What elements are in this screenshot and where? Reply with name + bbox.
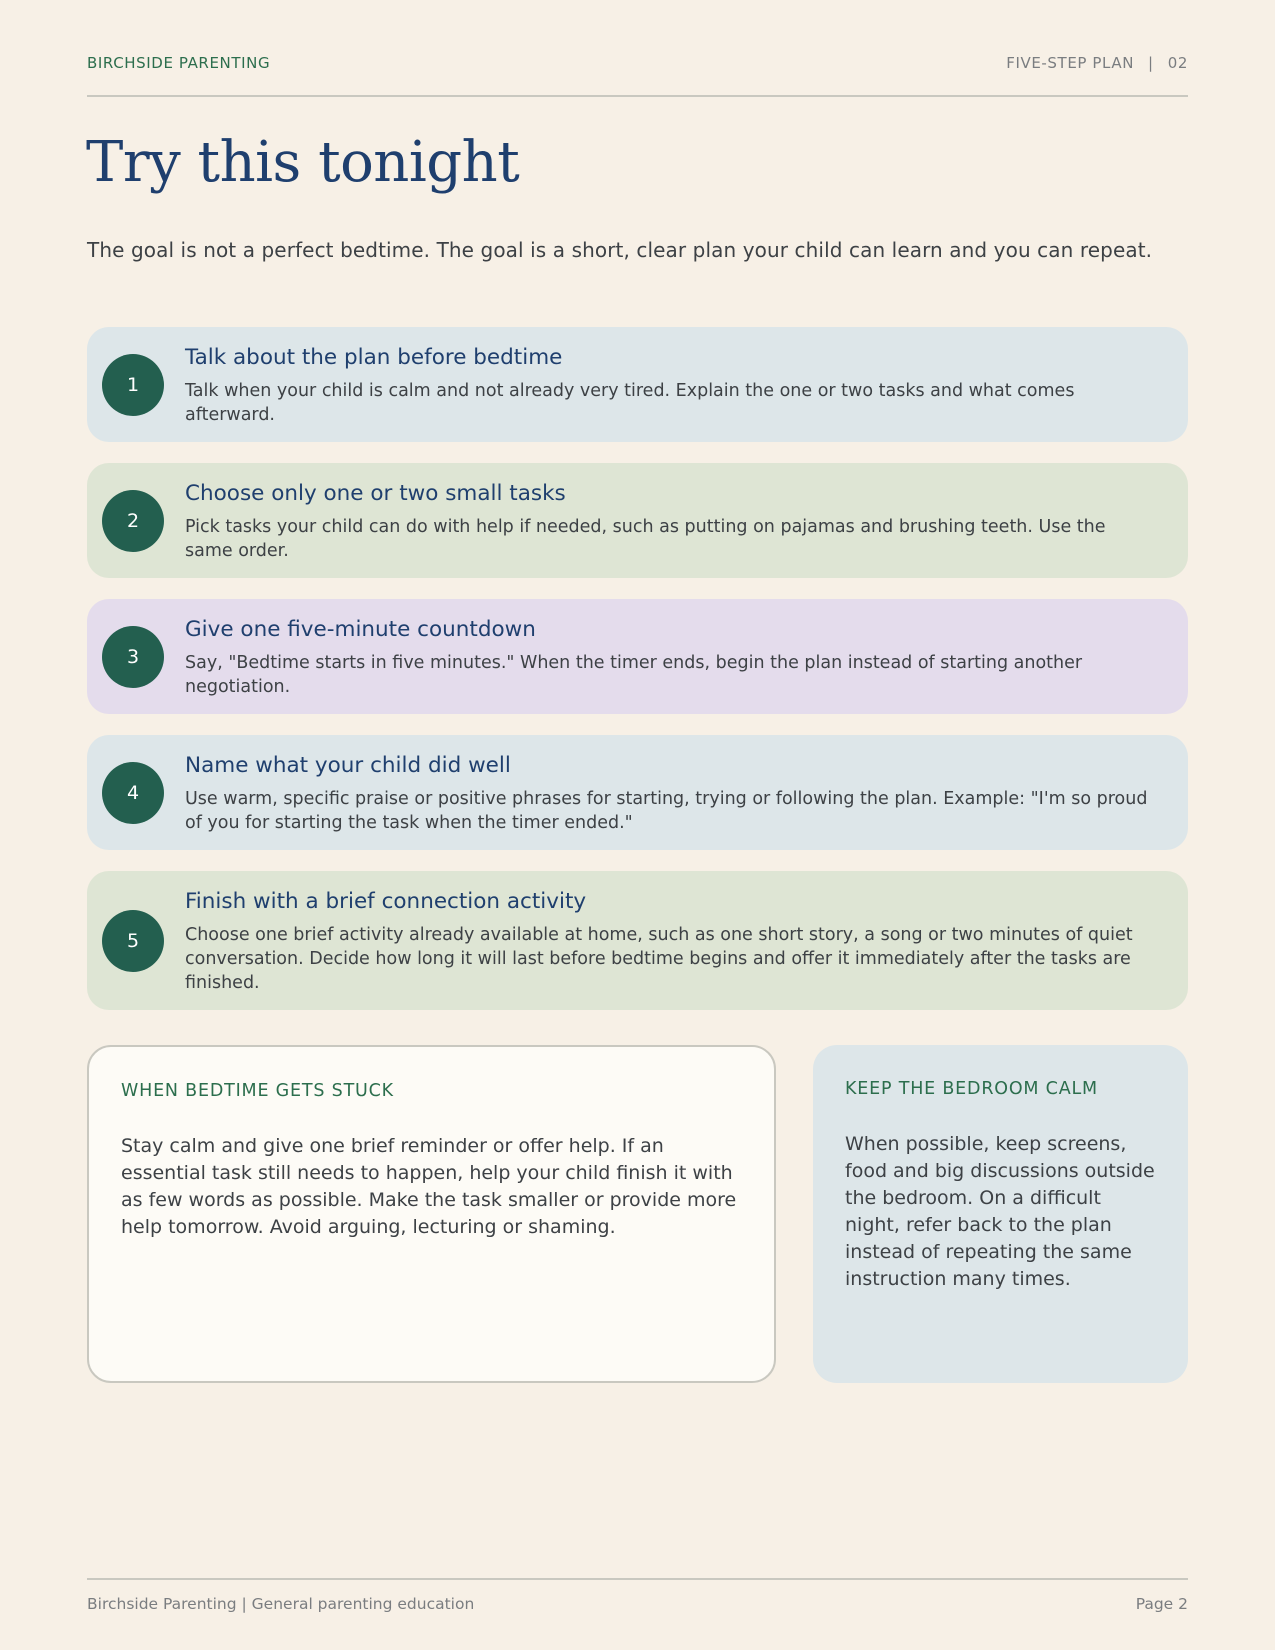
bedroom-calm-panel (813, 1045, 1188, 1383)
step-title: Choose only one or two small tasks (185, 481, 566, 506)
step-title: Name what your child did well (185, 753, 511, 778)
step-card-2 (87, 463, 1188, 578)
step-title: Finish with a brief connection activity (185, 889, 587, 914)
panel-body: When possible, keep screens, food and big discussions outside the bedroom. On a difficult night, refer back to the plan instead of repeating the same instruction many times. (845, 1133, 1155, 1290)
step-description: Choose one brief activity already available at home, such as one short story, a song or two minutes of quiet conversation. Decide how long it will last before bedtime begins and offer it immediately after the tasks are finished. (185, 925, 1133, 993)
panel-heading: KEEP THE BEDROOM CALM (845, 1079, 1098, 1099)
intro-text: The goal is not a perfect bedtime. The goal is a short, clear plan your child can learn and you can repeat. (87, 238, 1153, 262)
page-code: 02 (1167, 54, 1188, 72)
panel-body: Stay calm and give one brief reminder or offer help. If an essential task still needs to happen, help your child finish it with as few words as possible. Make the task smaller or provide more help tomorrow. Avoid arguing, lecturing or shaming. (121, 1135, 737, 1238)
brand-name: BIRCHSIDE PARENTING (87, 54, 271, 72)
steps-list (87, 327, 1188, 1031)
step-number-badge: 1 (102, 354, 164, 416)
step-description: Say, "Bedtime starts in five minutes." When the timer ends, begin the plan instead of starting another negotiation. (185, 653, 1083, 697)
step-number-badge: 5 (102, 910, 164, 972)
step-title: Talk about the plan before bedtime (185, 345, 563, 370)
step-description: Talk when your child is calm and not already very tired. Explain the one or two tasks and what comes afterward. (185, 381, 1075, 425)
step-card-5 (87, 871, 1188, 1010)
page-title: Try this tonight (86, 130, 520, 195)
step-card-4 (87, 735, 1188, 850)
step-number-badge: 4 (102, 762, 164, 824)
header-separator: | (1148, 54, 1154, 72)
step-card-1 (87, 327, 1188, 442)
step-card-3 (87, 599, 1188, 714)
header-divider (87, 95, 1188, 97)
step-title: Give one five-minute countdown (185, 617, 536, 642)
plan-meta (1006, 54, 1188, 72)
page-header (87, 54, 1188, 72)
bedtime-stuck-panel (87, 1045, 776, 1383)
step-description: Pick tasks your child can do with help if needed, such as putting on pajamas and brushing teeth. Use the same order. (185, 517, 1106, 561)
step-number-badge: 3 (102, 626, 164, 688)
footer-publisher: Birchside Parenting | General parenting education (87, 1595, 475, 1613)
footer-divider (87, 1578, 1188, 1580)
plan-label: FIVE-STEP PLAN (1006, 54, 1135, 72)
step-number-badge: 2 (102, 490, 164, 552)
panel-heading: WHEN BEDTIME GETS STUCK (121, 1081, 394, 1101)
step-description: Use warm, specific praise or positive phrases for starting, trying or following the plan. Example: "I'm so proud of you for starting the task when the timer ended." (185, 789, 1148, 833)
page-number: Page 2 (1135, 1595, 1188, 1613)
